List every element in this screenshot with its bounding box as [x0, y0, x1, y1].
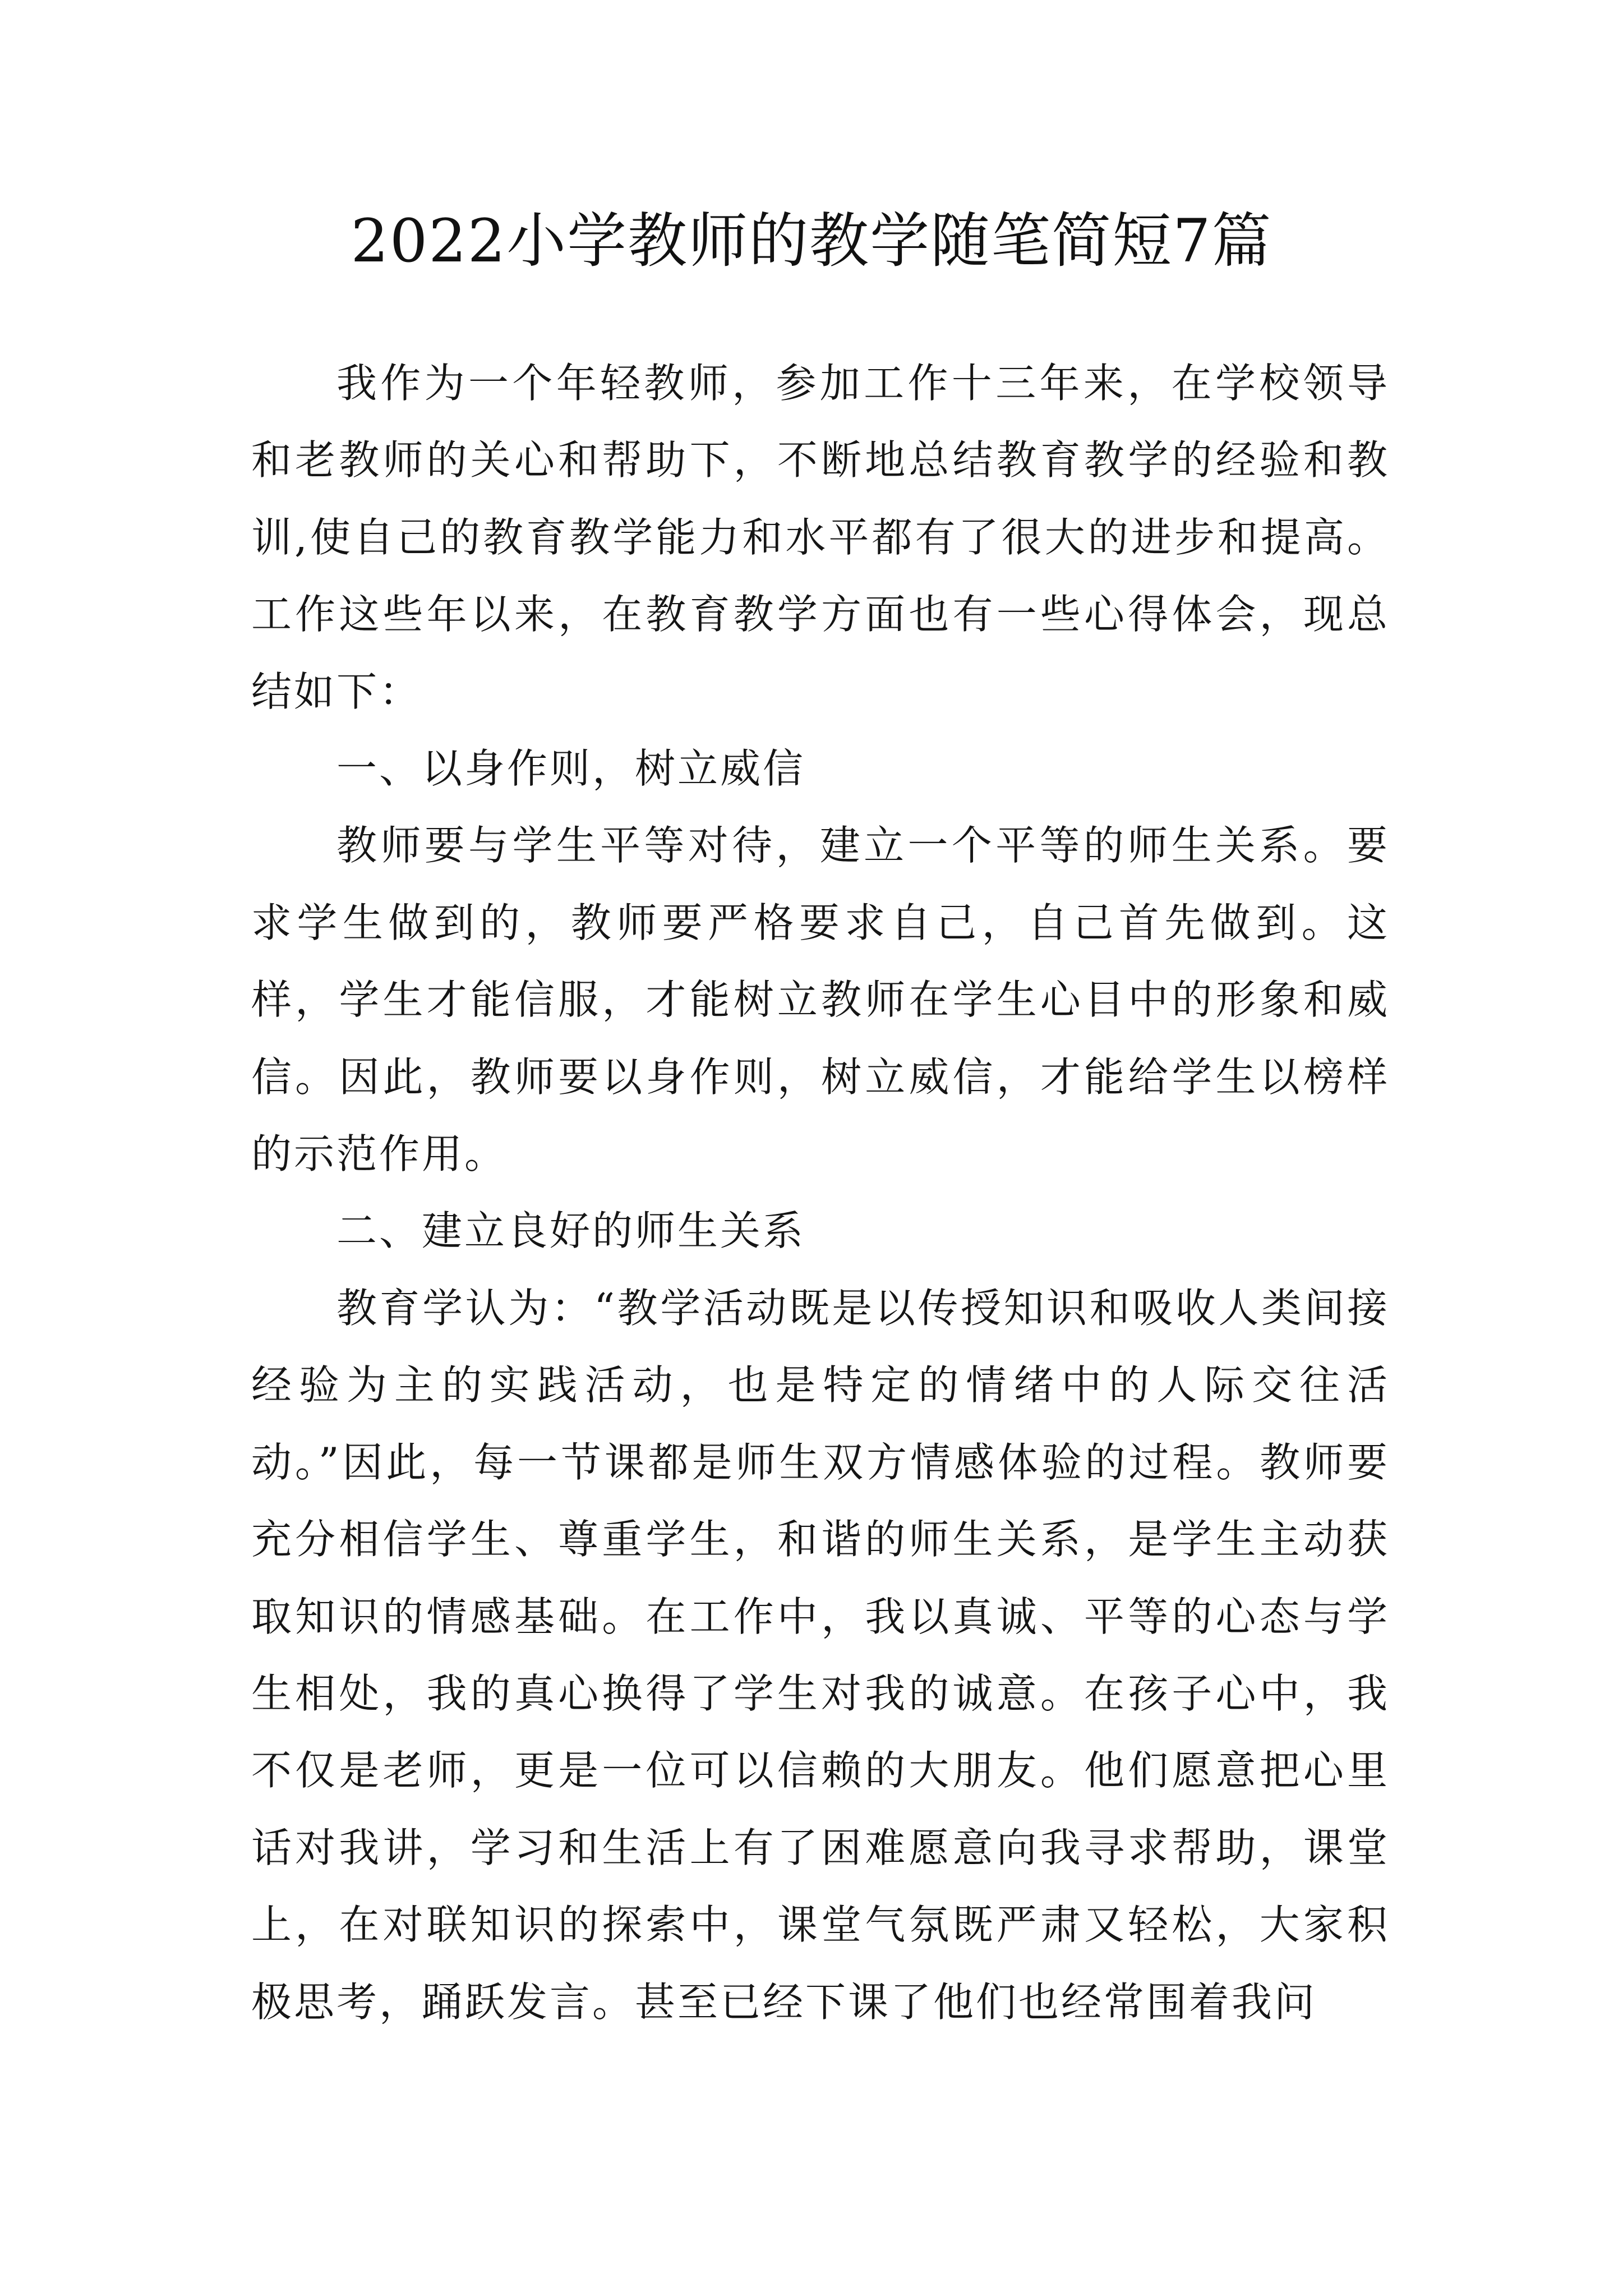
paragraph-section-2: 教育学认为：“教学活动既是以传授知识和吸收人类间接经验为主的实践活动，也是特定的情绪中的人际交往活动。”因此，每一节课都是师生双方情感体验的过程。教师要充分相信学生、尊重学生，和谐的师生关系，是学生主动获取知识的情感基础。在工作中，我以真诚、平等的心态与学生相处，我的真心换得了学生对我的诚意。在孩子心中，我不仅是老师，更是一位可以信赖的大朋友。他们愿意把心里话对我讲，学习和生活上有了困难愿意向我寻求帮助，课堂上，在对联知识的探索中，课堂气氛既严肃又轻松，大家积极思考，踊跃发言。甚至已经下课了他们也经常围着我问	[251, 1284, 1390, 2026]
section-heading-1: 一、以身作则，树立威信	[336, 745, 806, 793]
paragraph-section-1: 教师要与学生平等对待，建立一个平等的师生关系。要求学生做到的，教师要严格要求自己，自己首先做到。这样，学生才能信服，才能树立教师在学生心目中的形象和威信。因此，教师要以身作则，树立威信，才能给学生以榜样的示范作用。	[251, 822, 1390, 1178]
document-body	[251, 345, 1390, 2041]
paragraph-intro: 我作为一个年轻教师，参加工作十三年来，在学校领导和老教师的关心和帮助下，不断地总结教育教学的经验和教训,使自己的教育教学能力和水平都有了很大的进步和提高。工作这些年以来，在教育教学方面也有一些心得体会，现总结如下：	[251, 360, 1390, 715]
document-title: 2022小学教师的教学随笔简短7篇	[351, 206, 1272, 275]
section-heading-2: 二、建立良好的师生关系	[336, 1207, 806, 1255]
